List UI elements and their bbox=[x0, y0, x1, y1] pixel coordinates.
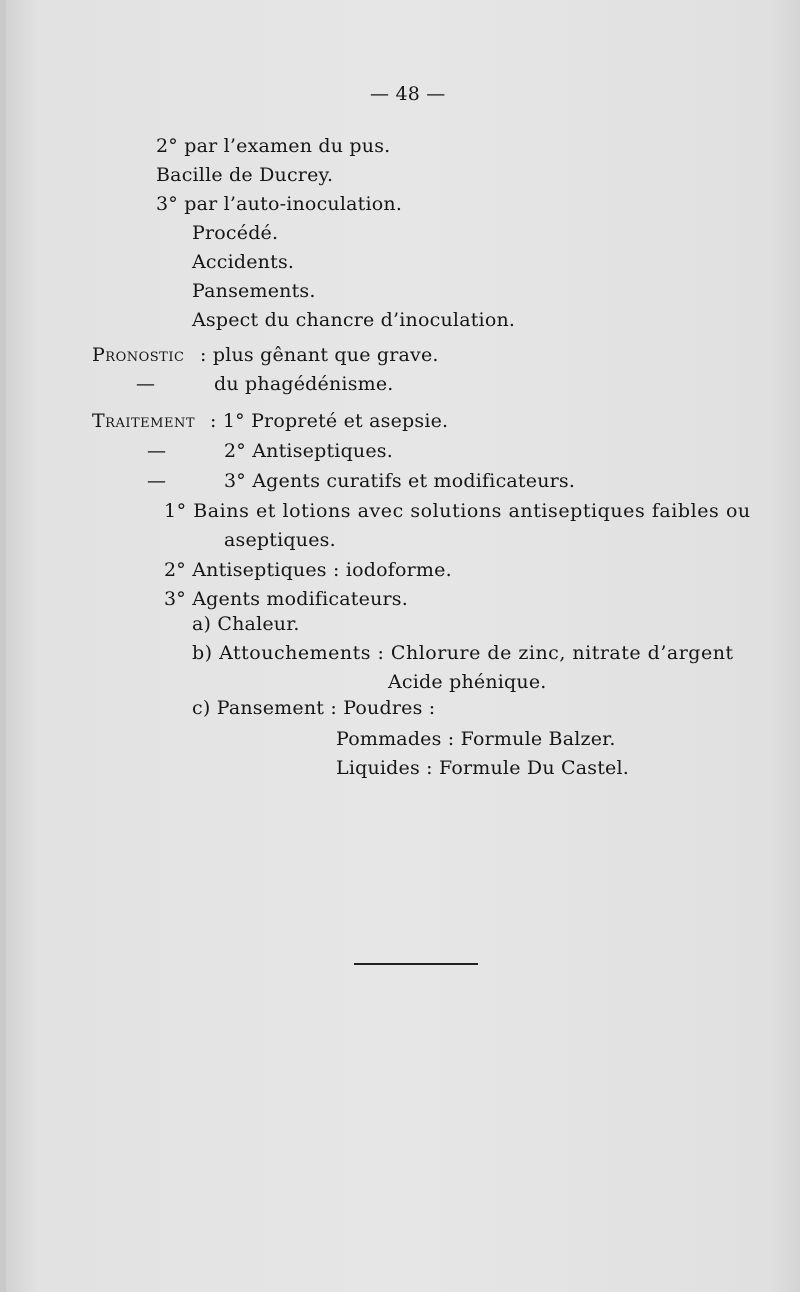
text-line: Acide phénique. bbox=[388, 671, 547, 693]
ditto-dash: — bbox=[147, 470, 167, 492]
text-line: Accidents. bbox=[192, 251, 295, 273]
text-line: Pansements. bbox=[192, 280, 316, 302]
text-line: : plus gênant que grave. bbox=[200, 344, 439, 366]
text-line: 3° Agents modificateurs. bbox=[164, 588, 408, 610]
text-line: a) Chaleur. bbox=[192, 613, 300, 635]
text-line: 2° Antiseptiques. bbox=[224, 440, 394, 462]
text-line: 2° par l’examen du pus. bbox=[156, 135, 391, 157]
ditto-dash: — bbox=[147, 440, 167, 462]
text-line: Liquides : Formule Du Castel. bbox=[336, 757, 630, 779]
section-label-pronostic: Pronostic bbox=[92, 344, 185, 366]
text-line: c) Pansement : Poudres : bbox=[192, 697, 436, 719]
ditto-dash: — bbox=[136, 373, 156, 395]
document-page bbox=[6, 0, 800, 1292]
text-line: 2° Antiseptiques : iodoforme. bbox=[164, 559, 452, 581]
text-line: Bacille de Ducrey. bbox=[156, 164, 334, 186]
text-line: Aspect du chancre d’inoculation. bbox=[192, 309, 516, 331]
text-line: du phagédénisme. bbox=[214, 373, 394, 395]
text-line: Pommades : Formule Balzer. bbox=[336, 728, 616, 750]
page-number: — 48 — bbox=[370, 83, 446, 105]
section-divider bbox=[354, 963, 478, 965]
text-line: 3° Agents curatifs et modificateurs. bbox=[224, 470, 576, 492]
section-label-traitement: Traitement bbox=[92, 410, 195, 432]
text-line: : 1° Propreté et asepsie. bbox=[210, 410, 449, 432]
text-line: aseptiques. bbox=[224, 529, 336, 551]
text-line: Procédé. bbox=[192, 222, 279, 244]
text-line: 3° par l’auto-inoculation. bbox=[156, 193, 403, 215]
text-line: b) Attouchements : Chlorure de zinc, nitrate d’argent bbox=[192, 642, 734, 664]
text-line: 1° Bains et lotions avec solutions antiseptiques faibles ou bbox=[164, 500, 751, 522]
